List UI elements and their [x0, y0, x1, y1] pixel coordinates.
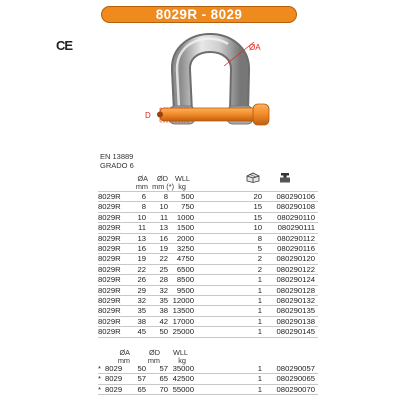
row-ref: 080290138	[276, 316, 315, 326]
row-qty: 1	[257, 364, 262, 373]
page-title: 8029R - 8029	[155, 7, 243, 22]
shackle-pin	[160, 108, 262, 121]
row-qty: 2	[257, 264, 262, 274]
row-ref: 080290112	[277, 233, 315, 243]
row-ref: 080290116	[277, 244, 315, 253]
row-diameter-a: 57	[137, 374, 146, 384]
row-mark: *	[98, 364, 101, 373]
row-ref: 080290120	[276, 254, 315, 264]
row-qty: 10	[253, 223, 262, 233]
row-code: 8029R	[98, 275, 121, 285]
row-code: 8029R	[98, 296, 121, 305]
table1-header-d: ØD	[157, 174, 168, 183]
label-a: ØA	[249, 43, 261, 52]
row-wll: 500	[181, 192, 194, 201]
row-diameter-a: 19	[137, 254, 146, 264]
table1-header-wll: WLL	[174, 174, 190, 183]
row-code: 8029R	[98, 192, 121, 201]
row-qty: 8	[257, 233, 262, 243]
row-ref: 080290070	[276, 384, 315, 394]
row-divider	[98, 394, 318, 395]
row-code: 8029R	[98, 306, 121, 316]
row-wll: 25000	[172, 327, 194, 337]
row-wll: 750	[181, 202, 194, 212]
row-wll: 35000	[172, 364, 194, 373]
row-diameter-a: 8	[141, 202, 146, 212]
table2-header-d: ØD	[149, 348, 160, 357]
row-qty: 1	[257, 316, 262, 326]
row-diameter-d: 19	[159, 244, 168, 253]
row-wll: 9500	[176, 285, 194, 295]
table1-unit-a: mm	[135, 182, 148, 191]
row-diameter-d: 16	[159, 233, 168, 243]
title-banner	[101, 6, 297, 23]
row-diameter-d: 38	[159, 306, 168, 316]
row-qty: 1	[257, 374, 262, 384]
row-code: 8029R	[98, 327, 121, 337]
row-ref: 080290128	[276, 285, 315, 295]
row-mark: *	[98, 374, 101, 384]
label-d: D	[145, 111, 151, 120]
standard-label: EN 13889	[100, 152, 134, 161]
row-ref: 080290108	[276, 202, 315, 212]
row-diameter-d: 11	[160, 212, 168, 222]
table1-unit-wll: kg	[178, 182, 186, 191]
row-ref: 080290124	[276, 275, 315, 285]
row-code: 8029R	[98, 316, 121, 326]
table2-unit-d: mm	[147, 356, 160, 365]
row-diameter-a: 35	[137, 306, 146, 316]
row-qty: 1	[257, 275, 262, 285]
row-qty: 1	[257, 327, 262, 337]
row-ref: 080290145	[276, 327, 315, 337]
row-code: 8029R	[98, 254, 121, 264]
row-code: 8029R	[98, 233, 121, 243]
row-qty: 20	[253, 192, 262, 201]
row-wll: 4750	[176, 254, 194, 264]
row-ref: 080290065	[276, 374, 315, 384]
row-ref: 080290110	[277, 212, 315, 222]
row-diameter-d: 28	[159, 275, 168, 285]
row-diameter-a: 13	[137, 233, 146, 243]
row-ref: 080290057	[276, 364, 315, 373]
row-divider	[98, 337, 318, 338]
row-wll: 42500	[172, 374, 194, 384]
row-diameter-d: 22	[159, 254, 168, 264]
row-diameter-a: 45	[137, 327, 146, 337]
shackle-pin-head	[253, 104, 269, 125]
row-diameter-a: 22	[137, 264, 146, 274]
row-wll: 13500	[172, 306, 194, 316]
table2-header-a: ØA	[119, 348, 130, 357]
row-qty: 15	[253, 202, 262, 212]
row-ref: 080290106	[276, 192, 315, 201]
row-qty: 1	[257, 384, 262, 394]
row-code: 8029R	[98, 264, 121, 274]
row-diameter-a: 32	[137, 296, 146, 305]
row-diameter-a: 50	[137, 364, 146, 373]
row-code: 8029R	[98, 244, 121, 253]
row-diameter-a: 38	[137, 316, 146, 326]
row-diameter-d: 35	[159, 296, 168, 305]
row-wll: 12000	[172, 296, 194, 305]
row-qty: 15	[253, 212, 262, 222]
ce-mark: CE	[56, 38, 73, 53]
row-mark: *	[98, 384, 101, 394]
row-ref: 080290135	[276, 306, 315, 316]
row-qty: 1	[257, 285, 262, 295]
row-diameter-a: 16	[137, 244, 146, 253]
row-diameter-a: 6	[141, 192, 146, 201]
row-diameter-a: 29	[137, 285, 146, 295]
row-code: 8029	[105, 364, 123, 373]
row-code: 8029R	[98, 285, 121, 295]
row-ref: 080290132	[276, 296, 315, 305]
row-diameter-a: 11	[138, 223, 146, 233]
row-diameter-d: 50	[159, 327, 168, 337]
shackle-illustration	[145, 22, 280, 144]
row-qty: 1	[257, 296, 262, 305]
row-diameter-d: 57	[159, 364, 168, 373]
row-diameter-d: 70	[159, 384, 168, 394]
row-code: 8029R	[98, 202, 121, 212]
box-icon	[246, 172, 260, 183]
row-diameter-d: 10	[159, 202, 168, 212]
row-code: 8029	[105, 384, 123, 394]
table2-header-wll: WLL	[172, 348, 188, 357]
table2-unit-wll: kg	[178, 356, 186, 365]
row-wll: 3250	[176, 244, 194, 253]
table1-header-a: ØA	[137, 174, 148, 183]
row-diameter-d: 13	[159, 223, 168, 233]
row-ref: 080290111	[277, 223, 315, 233]
row-code: 8029R	[98, 212, 121, 222]
row-qty: 5	[257, 244, 262, 253]
table2-unit-a: mm	[117, 356, 130, 365]
row-wll: 1000	[176, 212, 194, 222]
row-diameter-d: 42	[159, 316, 168, 326]
row-diameter-d: 65	[159, 374, 168, 384]
row-qty: 1	[257, 306, 262, 316]
row-wll: 1500	[176, 223, 194, 233]
row-wll: 55000	[172, 384, 194, 394]
row-wll: 8500	[176, 275, 194, 285]
row-diameter-a: 26	[137, 275, 146, 285]
row-diameter-d: 25	[159, 264, 168, 274]
row-wll: 17000	[172, 316, 194, 326]
grade-label: GRADO 6	[100, 161, 134, 170]
row-code: 8029R	[98, 223, 121, 233]
scale-weight-icon	[279, 172, 291, 183]
row-diameter-a: 10	[137, 212, 146, 222]
row-diameter-a: 65	[137, 384, 146, 394]
row-diameter-d: 32	[159, 285, 168, 295]
row-ref: 080290122	[276, 264, 315, 274]
table1-unit-d: mm (*)	[152, 182, 174, 191]
row-wll: 2000	[176, 233, 194, 243]
row-code: 8029	[105, 374, 123, 384]
row-qty: 2	[257, 254, 262, 264]
row-diameter-d: 8	[163, 192, 168, 201]
row-wll: 6500	[176, 264, 194, 274]
